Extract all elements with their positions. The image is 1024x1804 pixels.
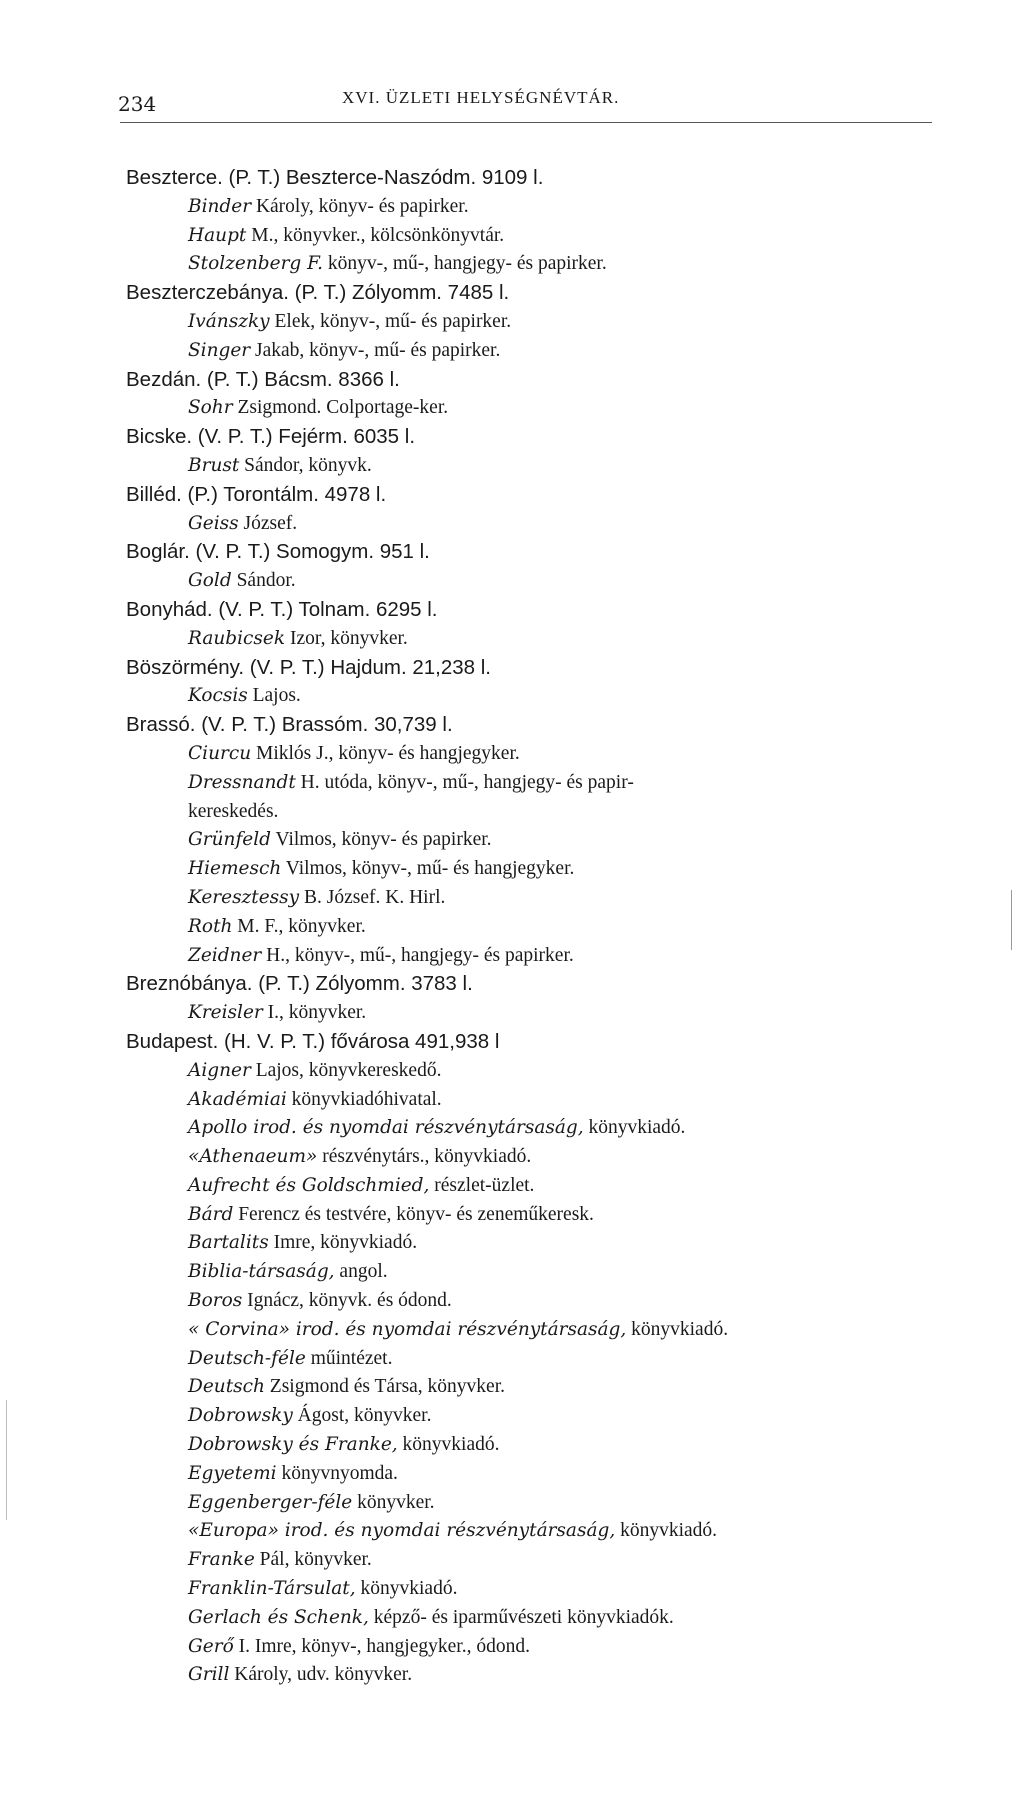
town-heading: Brassó. (V. P. T.) Brassóm. 30,739 l. — [126, 713, 453, 737]
business-name: Bárd — [188, 1203, 234, 1225]
business-description: könyv-, mű-, hangjegy- és papirker. — [322, 253, 607, 275]
business-entry — [126, 337, 946, 366]
business-name: Egyetemi — [188, 1462, 277, 1484]
town-heading: Bonyhád. (V. P. T.) Tolnam. 6295 l. — [126, 597, 438, 621]
business-name: Apollo irod. és nyomdai részvénytársaság, — [188, 1117, 584, 1139]
business-entry — [126, 452, 946, 481]
business-entry — [126, 1546, 946, 1575]
business-name: Haupt — [188, 224, 247, 246]
business-entry — [126, 1604, 946, 1633]
business-entry — [126, 1114, 946, 1143]
business-name: Brust — [188, 454, 240, 476]
business-entry — [126, 1057, 946, 1086]
business-description: képző- és iparművészeti könyvkiadók. — [368, 1606, 674, 1628]
business-name: Singer — [188, 339, 251, 361]
business-description: Miklós J., könyv- és hangjegyker. — [251, 742, 520, 764]
business-name: Deutsch — [188, 1376, 265, 1398]
directory-entries — [126, 164, 946, 1690]
business-entry — [126, 999, 946, 1028]
business-entry — [126, 682, 946, 711]
business-name: Ivánszky — [188, 310, 270, 332]
business-name: Gerő — [188, 1635, 234, 1657]
business-entry — [126, 769, 946, 798]
business-entry — [126, 308, 946, 337]
town-heading: Boglár. (V. P. T.) Somogym. 951 l. — [126, 540, 430, 564]
business-entry — [126, 942, 946, 971]
business-entry — [126, 625, 946, 654]
business-entry — [126, 913, 946, 942]
business-entry — [126, 1661, 946, 1690]
business-entry — [126, 1460, 946, 1489]
business-entry — [126, 1489, 946, 1518]
business-entry — [126, 193, 946, 222]
business-name: Kreisler — [188, 1002, 263, 1024]
business-description: József. — [238, 512, 298, 534]
business-name: Raubicsek — [188, 627, 286, 649]
business-entry — [126, 1316, 946, 1345]
business-entry — [126, 1345, 946, 1374]
business-name: Geiss — [188, 512, 239, 534]
business-entry — [126, 740, 946, 769]
business-description: Pál, könyvker. — [254, 1549, 372, 1571]
business-description: Elek, könyv-, mű- és papirker. — [269, 310, 512, 332]
business-entry — [126, 1633, 946, 1662]
town-heading: Böszörmény. (V. P. T.) Hajdum. 21,238 l. — [126, 655, 492, 679]
business-description: könyvkiadó. — [355, 1578, 458, 1600]
business-name: Dobrowsky — [188, 1405, 293, 1427]
town-heading: Breznóbánya. (P. T.) Zólyomm. 3783 l. — [126, 972, 473, 996]
town-heading: Beszterczebánya. (P. T.) Zólyomm. 7485 l. — [126, 281, 510, 305]
business-name: Zeidner — [188, 944, 262, 966]
business-entry — [126, 222, 946, 251]
business-description: könyvker. — [352, 1491, 435, 1513]
business-name: Hiemesch — [188, 858, 282, 880]
business-description: részvénytárs., könyvkiadó. — [317, 1146, 532, 1168]
business-description: Zsigmond és Társa, könyvker. — [264, 1376, 506, 1398]
business-entry — [126, 1229, 946, 1258]
business-description: H. utóda, könyv-, mű-, hangjegy- és papir- — [295, 771, 634, 793]
business-entry — [126, 884, 946, 913]
business-entry — [126, 855, 946, 884]
business-description: Ignácz, könyvk. és ódond. — [242, 1290, 452, 1312]
business-name: Sohr — [188, 397, 233, 419]
business-entry — [126, 1258, 946, 1287]
business-name: Bartalits — [188, 1232, 269, 1254]
business-description: Vilmos, könyv-, mű- és hangjegyker. — [281, 858, 575, 880]
business-description: Imre, könyvkiadó. — [268, 1232, 418, 1254]
business-name: Dressnandt — [188, 771, 296, 793]
town-heading: Bezdán. (P. T.) Bácsm. 8366 l. — [126, 367, 400, 391]
business-description: könyvkiadó. — [626, 1318, 729, 1340]
business-name: Dobrowsky és Franke, — [188, 1434, 398, 1456]
business-entry — [126, 510, 946, 539]
business-name: «Athenaeum» — [188, 1146, 318, 1168]
business-name: « Corvina» irod. és nyomdai részvénytársaság, — [188, 1318, 627, 1340]
town-heading: Bicske. (V. P. T.) Fejérm. 6035 l. — [126, 425, 416, 449]
business-description: M., könyvker., kölcsönkönyvtár. — [246, 224, 505, 246]
business-description: angol. — [334, 1261, 388, 1283]
business-entry — [126, 1201, 946, 1230]
business-name: Deutsch-féle — [188, 1347, 306, 1369]
business-description: I. Imre, könyv-, hangjegyker., ódond. — [233, 1635, 530, 1657]
business-description: I., könyvker. — [262, 1002, 367, 1024]
business-entry — [126, 1143, 946, 1172]
business-description: könyvnyomda. — [276, 1462, 398, 1484]
business-name: Aigner — [188, 1059, 251, 1081]
business-name: Grill — [188, 1664, 230, 1686]
business-entry — [126, 394, 946, 423]
header-rule — [120, 122, 932, 123]
business-description: könyvkiadó. — [583, 1117, 686, 1139]
business-name: Franke — [188, 1549, 255, 1571]
business-name: Biblia-társaság, — [188, 1261, 335, 1283]
business-name: Ciurcu — [188, 742, 252, 764]
business-name: Aufrecht és Goldschmied, — [188, 1174, 430, 1196]
town-heading: Billéd. (P.) Torontálm. 4978 l. — [126, 482, 387, 506]
business-description: könyvkiadó. — [397, 1434, 500, 1456]
business-entry — [126, 1373, 946, 1402]
business-description: Lajos, könyvkereskedő. — [250, 1059, 442, 1081]
business-description: Ferencz és testvére, könyv- és zeneműkeresk. — [233, 1203, 594, 1225]
business-name: Roth — [188, 915, 233, 937]
business-description: műintézet. — [305, 1347, 393, 1369]
business-description: könyvkiadóhivatal. — [286, 1088, 442, 1110]
business-name: Stolzenberg F. — [188, 253, 323, 275]
business-entry — [126, 1086, 946, 1115]
business-description: Sándor. — [231, 570, 296, 592]
business-description: Vilmos, könyv- és papirker. — [271, 829, 492, 851]
business-description: Károly, könyv- és papirker. — [251, 195, 469, 217]
business-description: részlet-üzlet. — [429, 1174, 535, 1196]
business-name: Eggenberger-féle — [188, 1491, 353, 1513]
town-heading: Budapest. (H. V. P. T.) fővárosa 491,938 l — [126, 1029, 500, 1053]
business-name: Boros — [188, 1290, 243, 1312]
business-entry — [126, 1287, 946, 1316]
business-description: M. F., könyvker. — [232, 915, 366, 937]
business-description: Sándor, könyvk. — [239, 454, 372, 476]
business-description: Károly, udv. könyvker. — [229, 1664, 413, 1686]
business-name: Gerlach és Schenk, — [188, 1606, 369, 1628]
business-description: Izor, könyvker. — [285, 627, 408, 649]
running-header: XVI. ÜZLETI HELYSÉGNÉVTÁR. — [342, 88, 620, 107]
business-name: Franklin-Társulat, — [188, 1578, 356, 1600]
business-description: Lajos. — [247, 685, 301, 707]
business-name: Keresztessy — [188, 886, 300, 908]
business-name: Binder — [188, 195, 252, 217]
business-entry — [126, 567, 946, 596]
entry-continuation: kereskedés. — [188, 800, 279, 822]
page-number: 234 — [118, 92, 157, 116]
business-name: Kocsis — [188, 685, 248, 707]
business-description: Zsigmond. Colportage-ker. — [232, 397, 449, 419]
business-description: B. József. K. Hirl. — [299, 886, 446, 908]
town-heading: Beszterce. (P. T.) Beszterce-Naszódm. 9109 l. — [126, 166, 544, 189]
margin-mark — [6, 1400, 11, 1520]
business-description: Ágost, könyvker. — [292, 1405, 432, 1427]
margin-mark — [1011, 890, 1016, 950]
business-name: «Europa» irod. és nyomdai részvénytársaság, — [188, 1520, 616, 1542]
business-name: Gold — [188, 570, 232, 592]
business-entry — [126, 1431, 946, 1460]
business-description: könyvkiadó. — [615, 1520, 718, 1542]
business-description: H., könyv-, mű-, hangjegy- és papirker. — [261, 944, 574, 966]
business-entry — [126, 1402, 946, 1431]
business-entry — [126, 1517, 946, 1546]
business-entry — [126, 250, 946, 279]
business-entry — [126, 1172, 946, 1201]
business-entry — [126, 1575, 946, 1604]
business-entry — [126, 826, 946, 855]
business-description: Jakab, könyv-, mű- és papirker. — [250, 339, 501, 361]
business-name: Grünfeld — [188, 829, 272, 851]
business-name: Akadémiai — [188, 1088, 287, 1110]
